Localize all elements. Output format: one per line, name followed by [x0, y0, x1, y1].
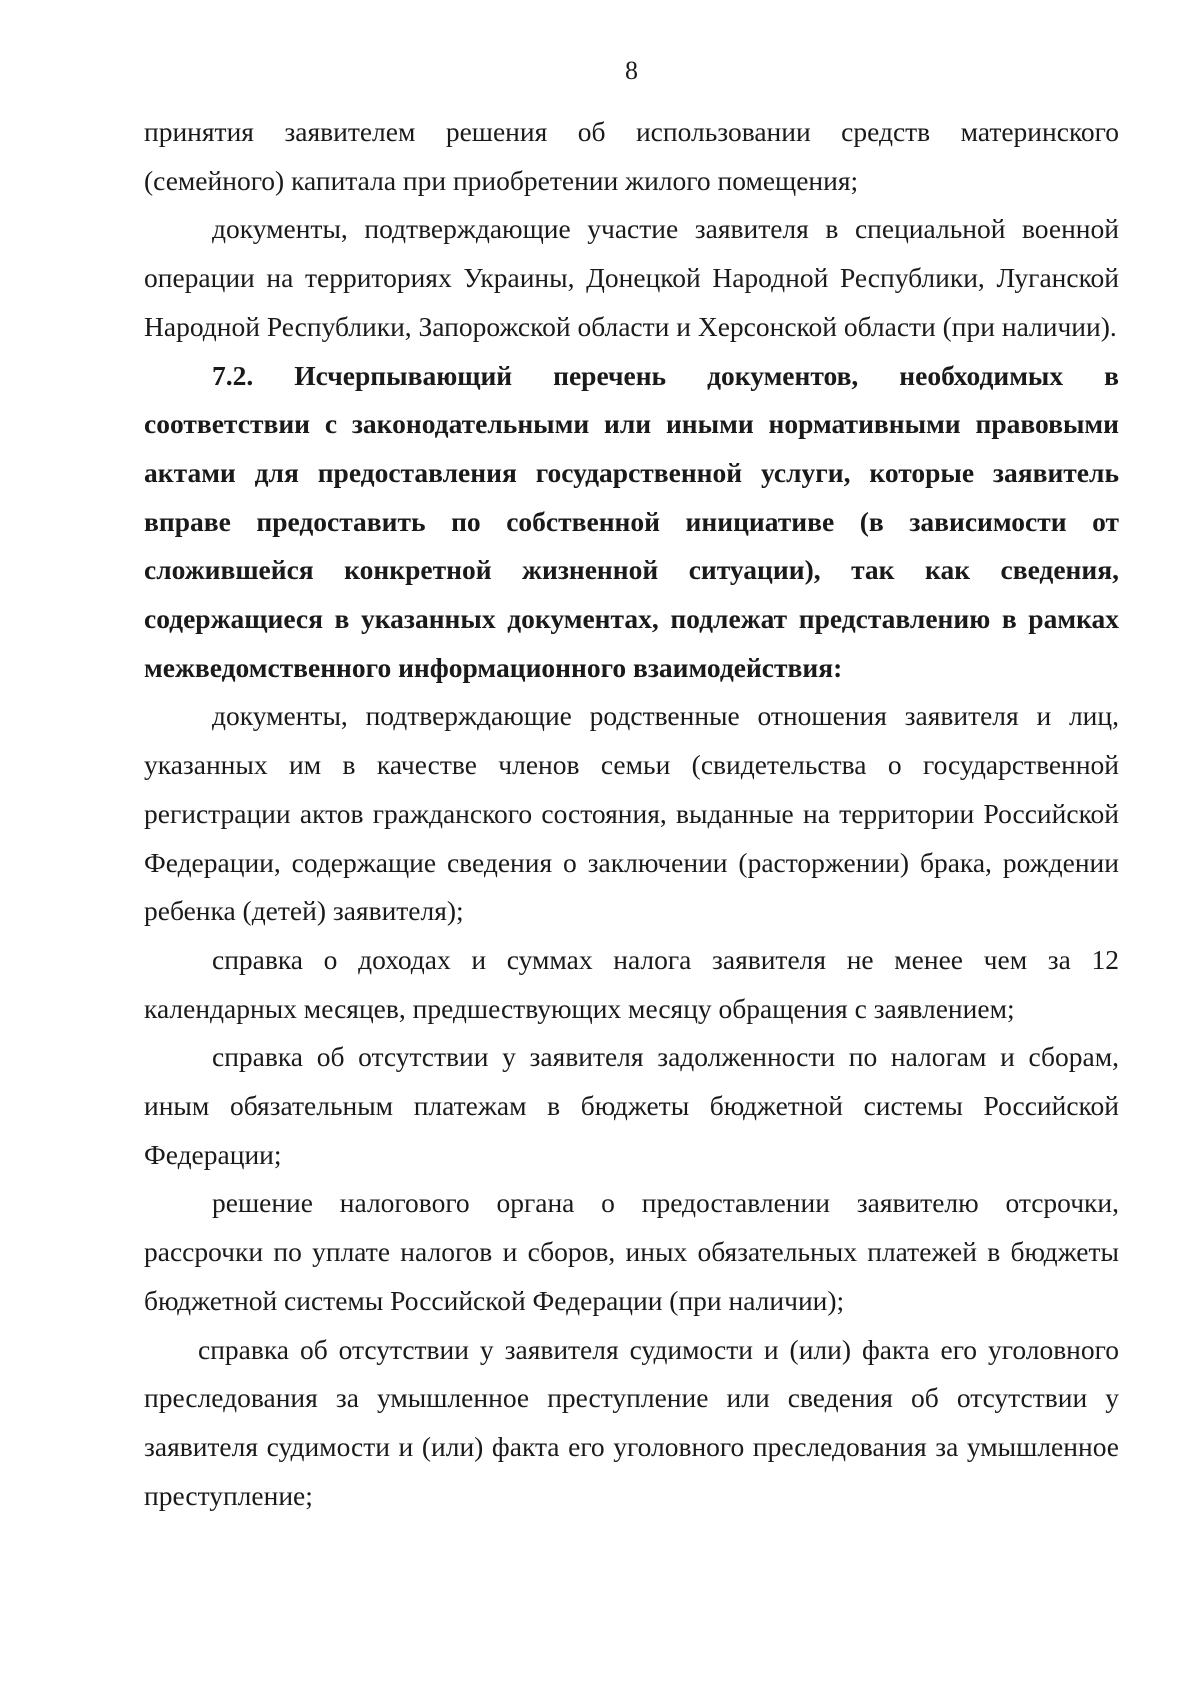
section-heading-7-2: 7.2. Исчерпывающий перечень документов, необходимых в соответствии с законодательными или иными нормативными правовыми актами для предоставления государственной услуги, которые заявитель вправе предоставить по собственной инициативе (в зависимости от сложившейся конкретной жизненной ситуации), так как сведения, содержащиеся в указанных документах, подлежат представлению в рамках межведомственного информационного взаимодействия: — [144, 359, 1119, 683]
page-number: 8 — [625, 56, 638, 85]
paragraph-kinship-docs: документы, подтверждающие родственные отношения заявителя и лиц, указанных им в качестве членов семьи (свидетельства о государственной регистрации актов гражданского состояния, выданные на территории Российской Федерации, содержащие сведения о заключении (расторжении) брака, рождении ребенка (детей) заявителя); — [144, 700, 1119, 927]
paragraph-criminal-record-certificate: справка об отсутствии у заявителя судимости и (или) факта его уголовного преследования за умышленное преступление или сведения об отсутствии у заявителя судимости и (или) факта его уголовного преследования за умышленное преступление; — [144, 1333, 1119, 1511]
paragraph-income-certificate: справка о доходах и суммах налога заявителя не менее чем за 12 календарных месяцев, предшествующих месяцу обращения с заявлением; — [144, 943, 1119, 1024]
paragraph-military-operation-docs: документы, подтверждающие участие заявителя в специальной военной операции на территориях Украины, Донецкой Народной Республики, Луганской Народной Республики, Запорожской области и Херсонской области (при наличии). — [144, 213, 1119, 342]
paragraph-tax-debt-certificate: справка об отсутствии у заявителя задолженности по налогам и сборам, иным обязательным платежам в бюджеты бюджетной системы Российской Федерации; — [144, 1041, 1119, 1170]
paragraph-tax-deferral-decision: решение налогового органа о предоставлении заявителю отсрочки, рассрочки по уплате налогов и сборов, иных обязательных платежей в бюджеты бюджетной системы Российской Федерации (при наличии); — [144, 1187, 1119, 1316]
paragraph-housing-capital: принятия заявителем решения об использовании средств материнского (семейного) капитала при приобретении жилого помещения; — [144, 116, 1119, 196]
document-body — [144, 108, 1119, 1520]
